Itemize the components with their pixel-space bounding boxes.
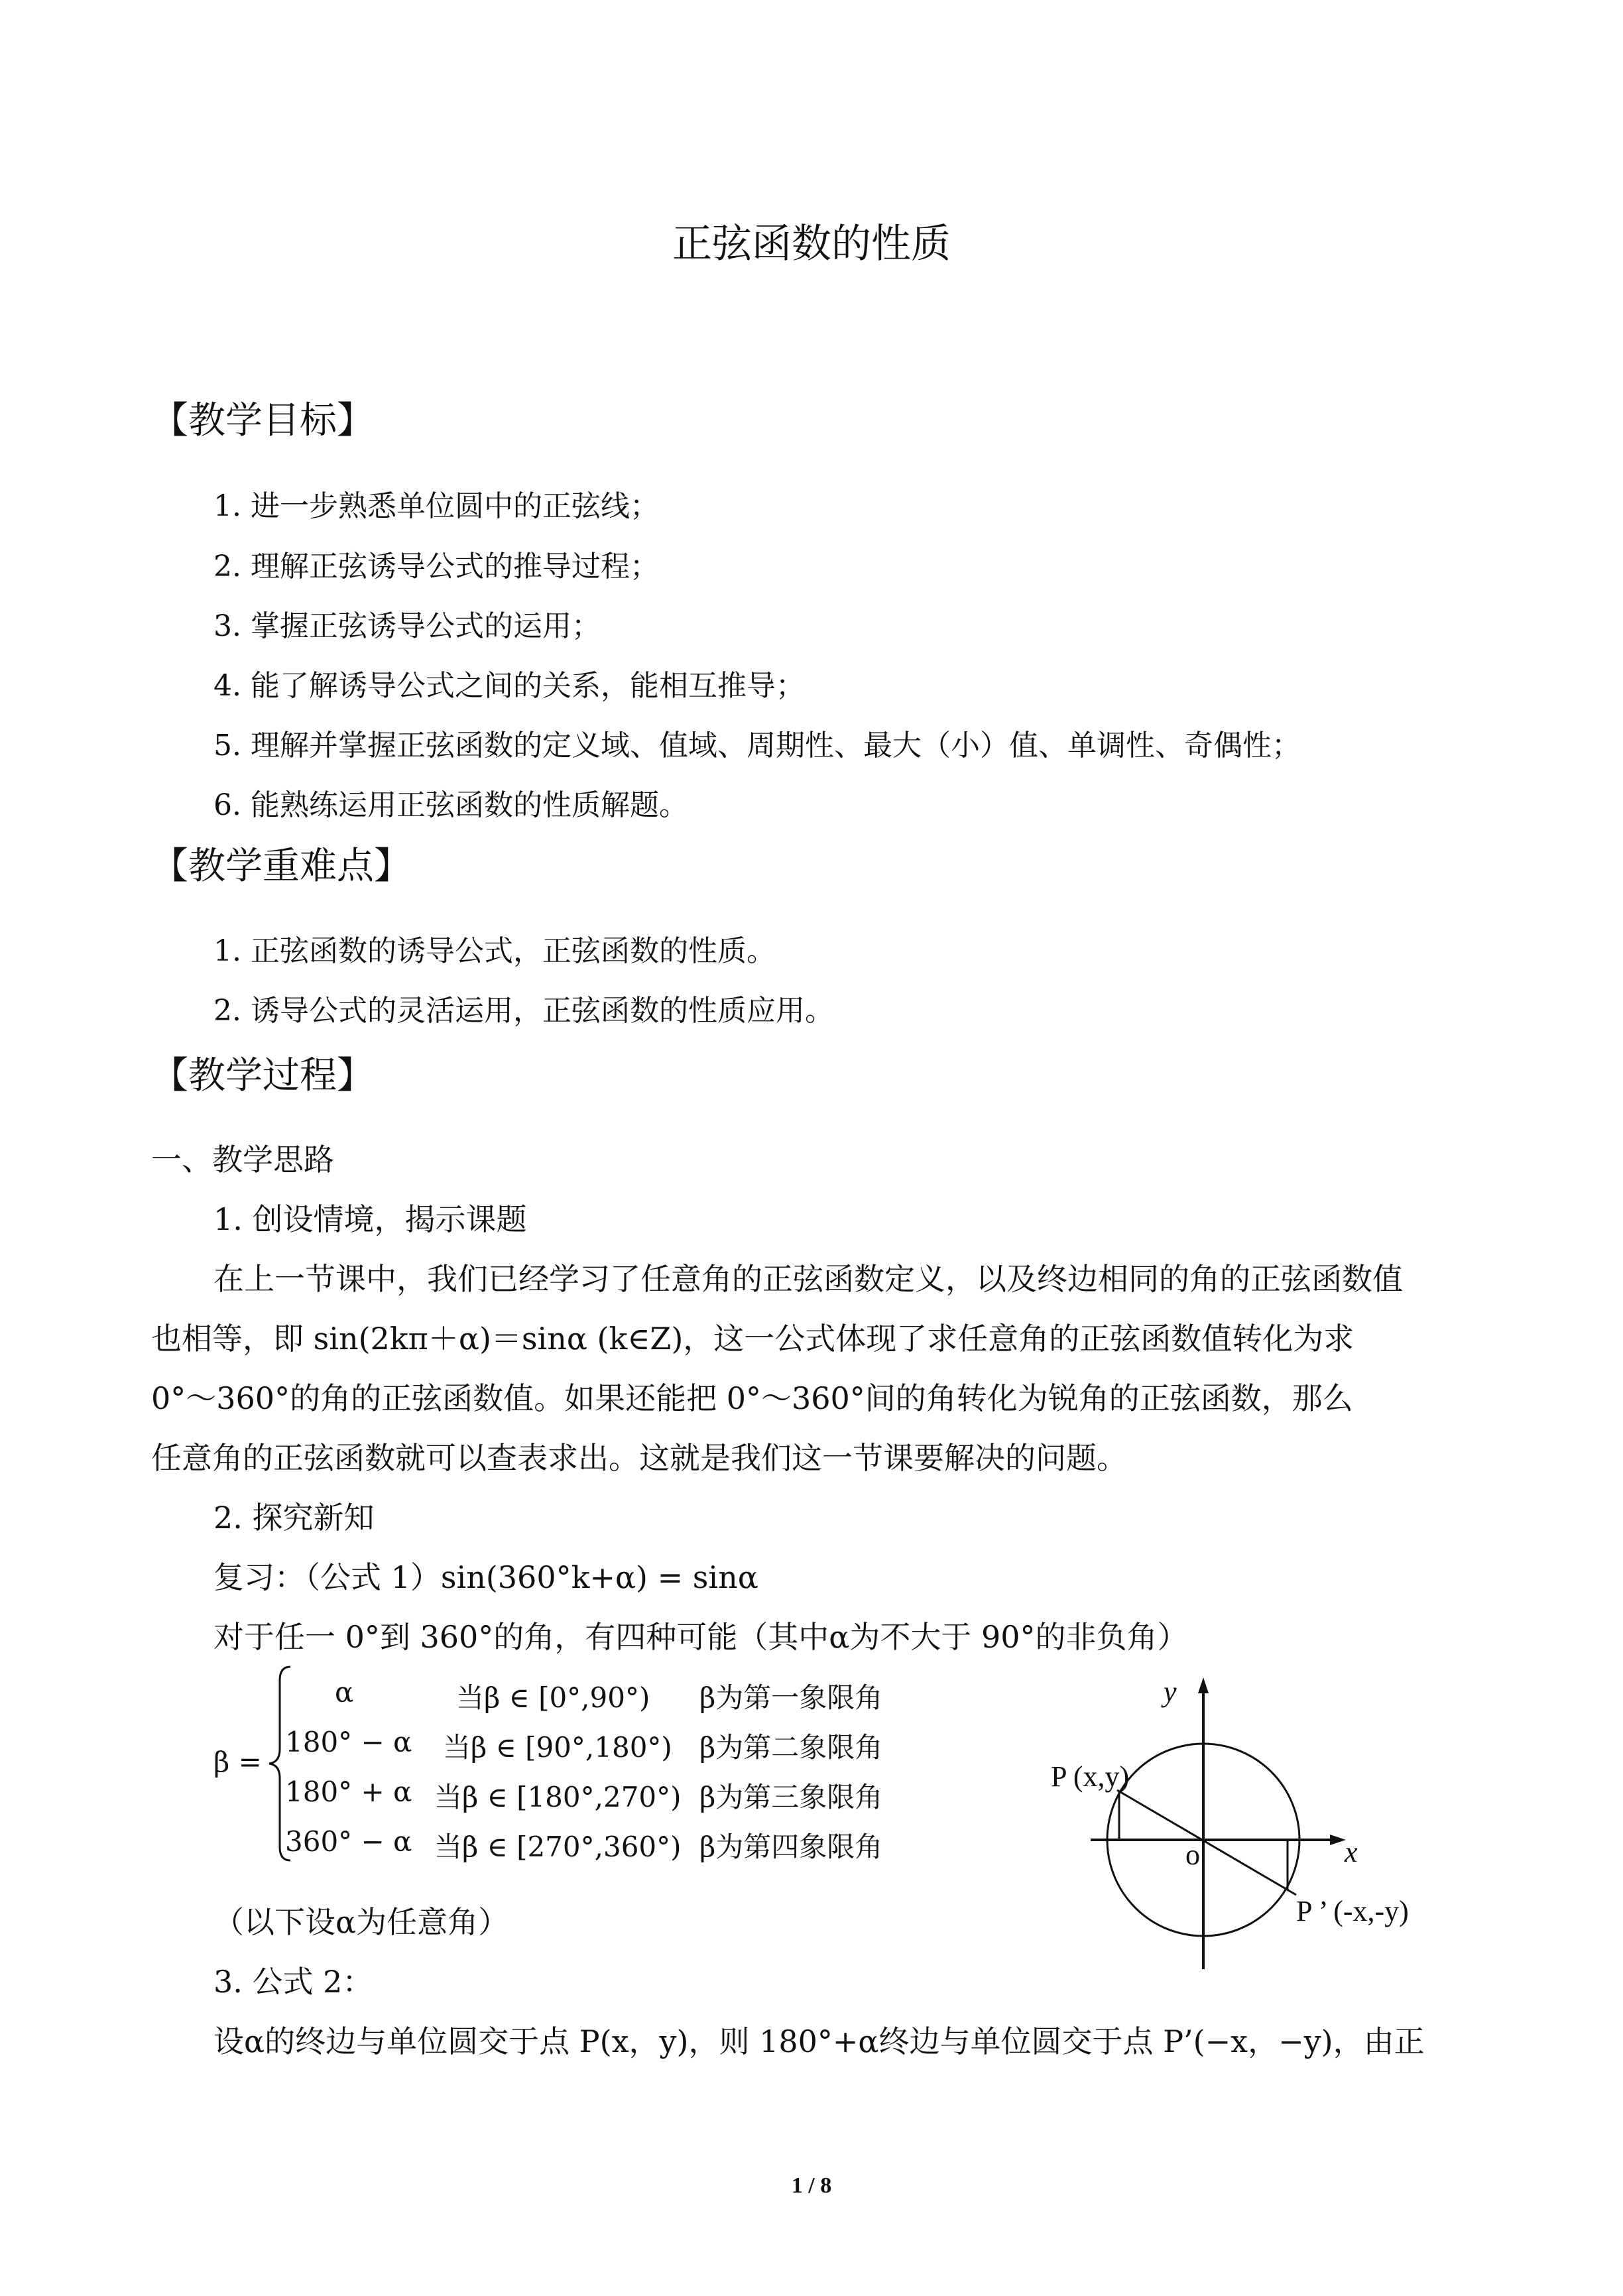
step-1-label: 1. 创设情境，揭示课题 [213,1201,527,1237]
case-4-condition: 当β ∈ [270°,360°) [434,1831,682,1863]
diameter-line [1117,1790,1296,1895]
point-p-label: P (x,y) [1051,1760,1130,1793]
page-title: 正弦函数的性质 [672,221,951,267]
paragraph-line-4: 任意角的正弦函数就可以查表求出。这就是我们这一节课要解决的问题。 [151,1440,1127,1476]
key-points-heading: 【教学重难点】 [151,845,411,888]
objective-item-4: 4. 能了解诱导公式之间的关系，能相互推导； [213,669,805,703]
point-p-prime-label: P ’ (-x,-y) [1296,1895,1409,1927]
origin-label: o [1185,1839,1200,1871]
beta-label: β = [213,1746,262,1778]
paragraph-line-1: 在上一节课中，我们已经学习了任意角的正弦函数定义，以及终边相同的角的正弦函数值 [213,1261,1403,1297]
objective-item-1: 1. 进一步熟悉单位圆中的正弦线； [213,489,659,523]
case-1-condition: 当β ∈ [0°,90°) [456,1681,650,1714]
case-2-note: β为第二象限角 [699,1731,883,1764]
case-4-note: β为第四象限角 [699,1831,883,1863]
step-3-label: 3. 公式 2： [213,1964,373,2000]
assume-note: （以下设α为任意角） [213,1904,509,1940]
process-heading: 【教学过程】 [151,1054,374,1097]
key-point-item-2: 2. 诱导公式的灵活运用，正弦函数的性质应用。 [213,994,834,1028]
four-cases-intro: 对于任一 0°到 360°的角，有四种可能（其中α为不大于 90°的非负角） [213,1619,1188,1655]
case-3-condition: 当β ∈ [180°,270°) [434,1781,682,1813]
case-3-note: β为第三象限角 [699,1781,883,1813]
paragraph-line-2: 也相等，即 sin(2kπ＋α)＝sinα (k∈Z)，这一公式体现了求任意角的正弦函数值转化为求 [151,1321,1354,1357]
y-axis-arrow-icon [1198,1677,1209,1693]
x-axis-arrow-icon [1330,1835,1346,1845]
case-2-expr: 180° − α [285,1726,412,1758]
unit-circle-diagram [1074,1671,1445,1976]
key-point-item-1: 1. 正弦函数的诱导公式，正弦函数的性质。 [213,934,776,968]
objective-item-5: 5. 理解并掌握正弦函数的定义域、值域、周期性、最大（小）值、单调性、奇偶性； [213,729,1301,762]
review-formula: 复习：（公式 1）sin(360°k+α) = sinα [213,1559,758,1595]
x-axis-label: x [1345,1836,1358,1868]
objective-item-6: 6. 能熟练运用正弦函数的性质解题。 [213,788,688,822]
case-1-expr: α [335,1676,354,1709]
y-axis-label: y [1164,1675,1177,1708]
case-2-condition: 当β ∈ [90°,180°) [443,1731,672,1764]
objective-item-2: 2. 理解正弦诱导公式的推导过程； [213,550,659,583]
objectives-heading: 【教学目标】 [151,399,374,442]
formula-2-line: 设α的终边与单位圆交于点 P(x，y)，则 180°+α终边与单位圆交于点 P’(−x，−y)，由正 [213,2024,1425,2059]
page-number: 1 / 8 [791,2173,832,2198]
process-subheading-1: 一、教学思路 [151,1142,334,1178]
case-1-note: β为第一象限角 [699,1681,883,1714]
step-2-label: 2. 探究新知 [213,1500,375,1536]
case-3-expr: 180° + α [285,1776,412,1808]
objective-item-3: 3. 掌握正弦诱导公式的运用； [213,609,601,643]
paragraph-line-3: 0°～360°的角的正弦函数值。如果还能把 0°～360°间的角转化为锐角的正弦函数，那么 [151,1380,1353,1416]
case-4-expr: 360° − α [285,1825,412,1858]
